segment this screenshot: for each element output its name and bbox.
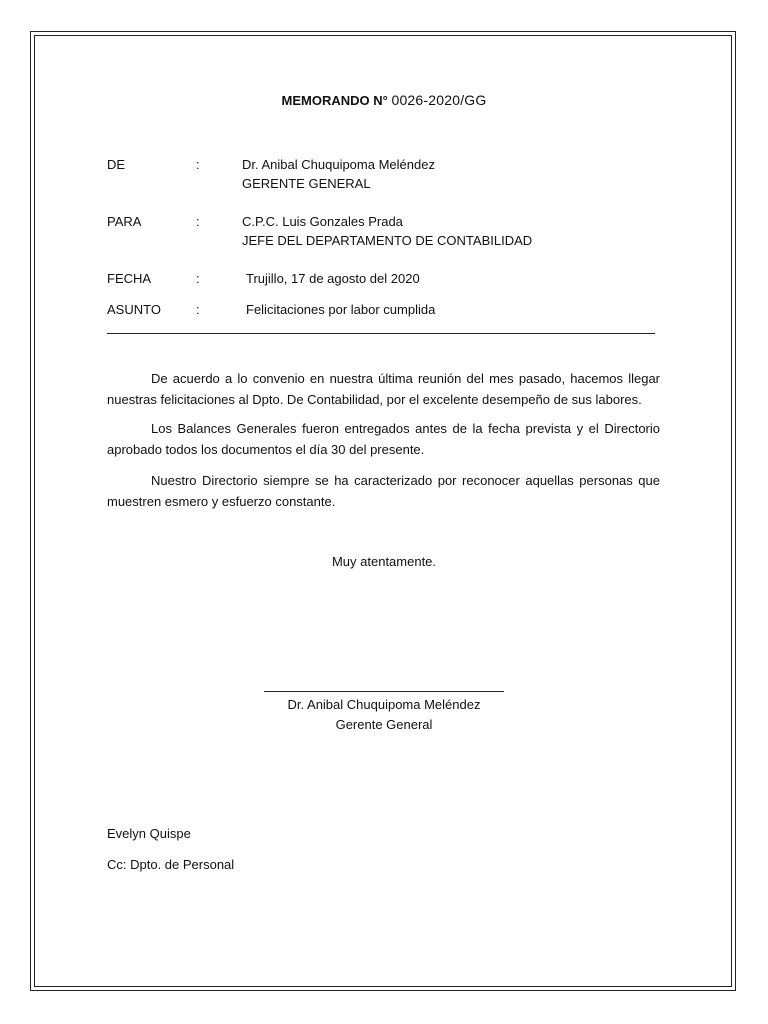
de-name: Dr. Anibal Chuquipoma Meléndez [242,157,435,172]
fecha-colon: : [196,271,200,286]
para-name: C.P.C. Luis Gonzales Prada [242,214,403,229]
header-divider [107,333,655,334]
body-paragraph-2-text: Los Balances Generales fueron entregados antes de la fecha prevista y el Directorio aprobado todos los documentos el día 30 del presente. [107,421,660,457]
memo-title-number: 0026-2020/GG [391,92,487,108]
closing-text: Muy atentamente. [331,554,437,569]
signature-line [264,691,504,692]
de-colon: : [196,157,200,172]
para-label: PARA [107,214,142,229]
de-label: DE [107,157,126,172]
body-paragraph-2 [107,418,660,460]
asunto-label: ASUNTO [107,302,161,317]
para-position: JEFE DEL DEPARTAMENTO DE CONTABILIDAD [242,233,533,248]
body-paragraph-3-text: Nuestro Directorio siempre se ha caracterizado por reconocer aquellas personas que muestren esmero y esfuerzo constante. [107,473,660,509]
signature-title: Gerente General [335,717,433,732]
fecha-label: FECHA [107,271,152,286]
de-position: GERENTE GENERAL [242,176,371,191]
fecha-value: Trujillo, 17 de agosto del 2020 [246,271,420,286]
body-paragraph-1-text: De acuerdo a lo convenio en nuestra última reunión del mes pasado, hacemos llegar nuestras felicitaciones al Dpto. De Contabilidad, por el excelente desempeño de sus labores. [107,371,660,407]
asunto-colon: : [196,302,200,317]
body-paragraph-1 [107,368,660,410]
para-colon: : [196,214,200,229]
footer-cc: Cc: Dpto. de Personal [107,857,235,872]
memo-title-prefix: MEMORANDO N° [281,93,388,108]
footer-author: Evelyn Quispe [107,826,191,841]
signature-name: Dr. Anibal Chuquipoma Meléndez [287,697,481,712]
asunto-value: Felicitaciones por labor cumplida [246,302,436,317]
memo-title [0,92,768,108]
body-paragraph-3 [107,470,660,512]
